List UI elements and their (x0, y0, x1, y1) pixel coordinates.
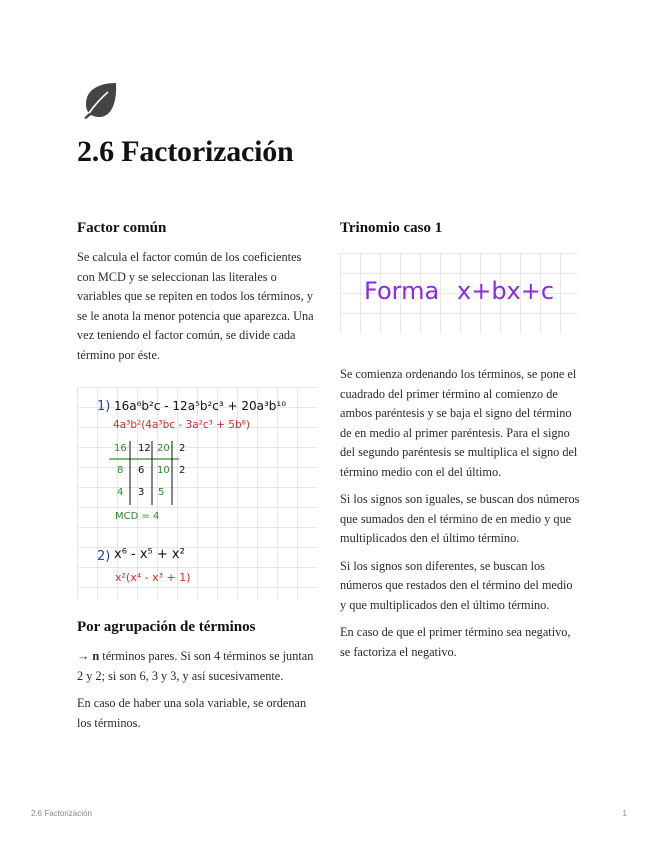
table-cell: 20 (157, 443, 170, 454)
example-2-result: x²(x⁴ - x³ + 1) (115, 571, 191, 584)
example-2-expression: x⁶ - x⁵ + x² (114, 547, 185, 562)
trinomio-handwriting (340, 253, 578, 333)
example-1-result: 4a³b²(4a³bc - 3a²c³ + 5b⁸) (113, 419, 250, 431)
table-cell: 6 (138, 465, 145, 476)
leaf-icon (80, 80, 120, 120)
left-column (77, 220, 317, 741)
table-cell: 12 (138, 443, 151, 454)
footer-title: 2.6 Factorización (31, 809, 92, 818)
table-cell: 2 (179, 465, 186, 476)
example-1-expression: 16a⁶b²c - 12a⁵b²c³ + 20a³b¹⁰ (114, 399, 287, 413)
factor-comun-handwriting (77, 387, 317, 599)
table-cell: 2 (179, 443, 186, 454)
table-cell: 3 (138, 487, 145, 498)
factor-comun-paragraph: Se calcula el factor común de los coeficientes con MCD y se seleccionan las literales o variables que se repiten en todos los términos, y se le anota la menor potencia que aparezca. Una vez teniendo el factor común, se divide cada término por éste. (77, 250, 314, 362)
table-cell: 5 (158, 487, 165, 498)
right-column (340, 220, 580, 670)
trinomio-heading: Trinomio caso 1 (340, 220, 443, 236)
mcd-label: MCD = 4 (115, 511, 160, 522)
page-title: 2.6 Factorización (77, 135, 294, 168)
table-cell: 4 (117, 487, 124, 498)
agrupacion-paragraph-1-text: términos pares. Si son 4 términos se juntan 2 y 2; si son 6, 3 y 3, y así sucesivamente. (77, 649, 314, 683)
forma-formula: x+bx+c (457, 277, 555, 305)
forma-label: Forma (364, 277, 440, 305)
table-cell: 10 (157, 465, 170, 476)
n-bold: n (92, 649, 100, 663)
trinomio-paragraph-3: Si los signos son diferentes, se buscan los números que restados den el término del medio y que multiplicados den el último término. (340, 558, 573, 612)
trinomio-paragraph-4: En caso de que el primer término sea negativo, se factoriza el negativo. (340, 625, 571, 659)
factor-comun-heading: Factor común (77, 220, 167, 236)
example-2-number: 2) (97, 549, 111, 564)
agrupacion-paragraph-2: En caso de haber una sola variable, se ordenan los términos. (77, 696, 307, 730)
footer-page-number: 1 (622, 809, 627, 818)
trinomio-paragraph-2: Si los signos son iguales, se buscan dos números que sumados den el término de en medio y que multiplicados den el último término. (340, 492, 580, 545)
arrow-symbol: → (77, 649, 90, 663)
table-cell: 16 (114, 443, 127, 454)
example-1-number: 1) (97, 399, 111, 414)
agrupacion-paragraph-1 (77, 647, 317, 686)
agrupacion-heading: Por agrupación de términos (77, 619, 256, 635)
table-cell: 8 (117, 465, 124, 476)
trinomio-paragraph-1: Se comienza ordenando los términos, se pone el cuadrado del primer término al comienzo de ambos paréntesis y se baja el signo del término de en medio al primer paréntesis. Para el signo del segundo paréntesis se multiplica el signo del término medio con el del último. (340, 367, 578, 479)
